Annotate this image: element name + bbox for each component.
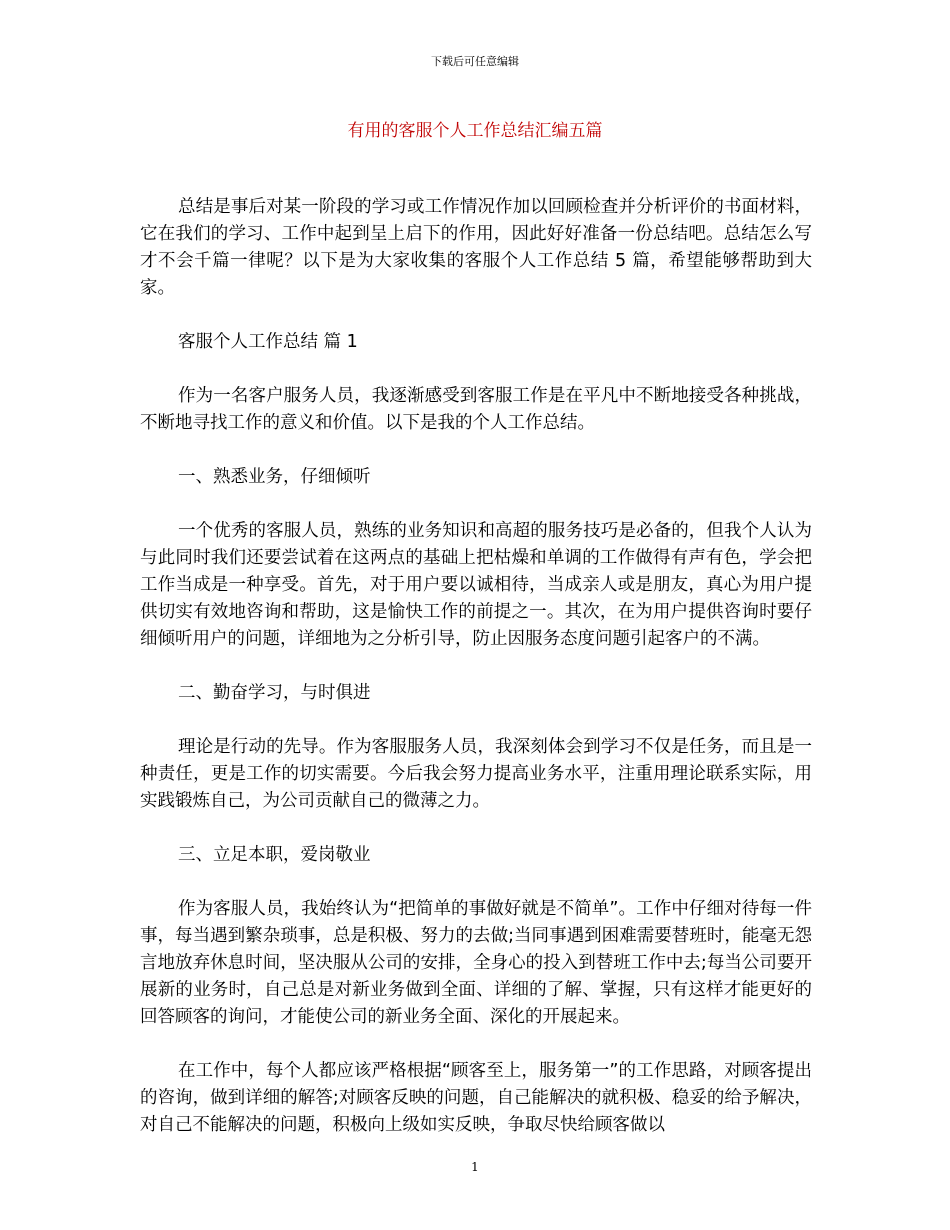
page-number: 1 bbox=[471, 1160, 479, 1174]
body-paragraph: 理论是行动的先导。作为客服服务人员，我深刻体会到学习不仅是任务，而且是一种责任，更是工作的切实需要。今后我会努力提高业务水平，注重用理论联系实际，用实践锻炼自己，为公司贡献自己的微薄之力。 bbox=[140, 737, 812, 811]
body-paragraph: 一个优秀的客服人员，熟练的业务知识和高超的服务技巧是必备的，但我个人认为与此同时我们还要尝试着在这两点的基础上把枯燥和单调的工作做得有声有色，学会把工作当成是一种享受。首先，对于用户要以诚相待，当成亲人或是朋友，真心为用户提供切实有效地咨询和帮助，这是愉快工作的前提之一。其次，在为用户提供咨询时要仔细倾听用户的问题，详细地为之分析引导，防止因服务态度问题引起客户的不满。 bbox=[140, 521, 812, 649]
section-heading: 三、立足本职，爱岗敬业 bbox=[178, 845, 371, 865]
intro-paragraph: 总结是事后对某一阶段的学习或工作情况作加以回顾检查并分析评价的书面材料，它在我们的学习、工作中起到呈上启下的作用，因此好好准备一份总结吧。总结怎么写才不会千篇一律呢？以下是为大家收集的客服个人工作总结 5 篇，希望能够帮助到大家。 bbox=[140, 197, 812, 298]
body-paragraph: 在工作中，每个人都应该严格根据“顾客至上，服务第一”的工作思路，对顾客提出的咨询，做到详细的解答;对顾客反映的问题，自己能解决的就积极、稳妥的给予解决，对自己不能解决的问题，积极向上级如实反映，争取尽快给顾客做以 bbox=[140, 1061, 812, 1135]
page-header: 下载后可任意编辑 bbox=[431, 55, 519, 68]
section-heading: 客服个人工作总结 篇 1 bbox=[178, 332, 358, 352]
body-paragraph: 作为一名客户服务人员，我逐渐感受到客服工作是在平凡中不断地接受各种挑战，不断地寻找工作的意义和价值。以下是我的个人工作总结。 bbox=[140, 386, 812, 433]
section-heading: 二、勤奋学习，与时俱进 bbox=[178, 683, 371, 703]
body-paragraph: 作为客服人员，我始终认为“把简单的事做好就是不简单”。工作中仔细对待每一件事，每当遇到繁杂琐事，总是积极、努力的去做;当同事遇到困难需要替班时，能毫无怨言地放弃休息时间，坚决服从公司的安排，全身心的投入到替班工作中去;每当公司要开展新的业务时，自己总是对新业务做到全面、详细的了解、掌握，只有这样才能更好的回答顾客的询问，才能使公司的新业务全面、深化的开展起来。 bbox=[140, 899, 812, 1027]
document-body bbox=[140, 194, 812, 1166]
section-heading: 一、熟悉业务，仔细倾听 bbox=[178, 467, 371, 487]
document-title: 有用的客服个人工作总结汇编五篇 bbox=[347, 121, 603, 141]
